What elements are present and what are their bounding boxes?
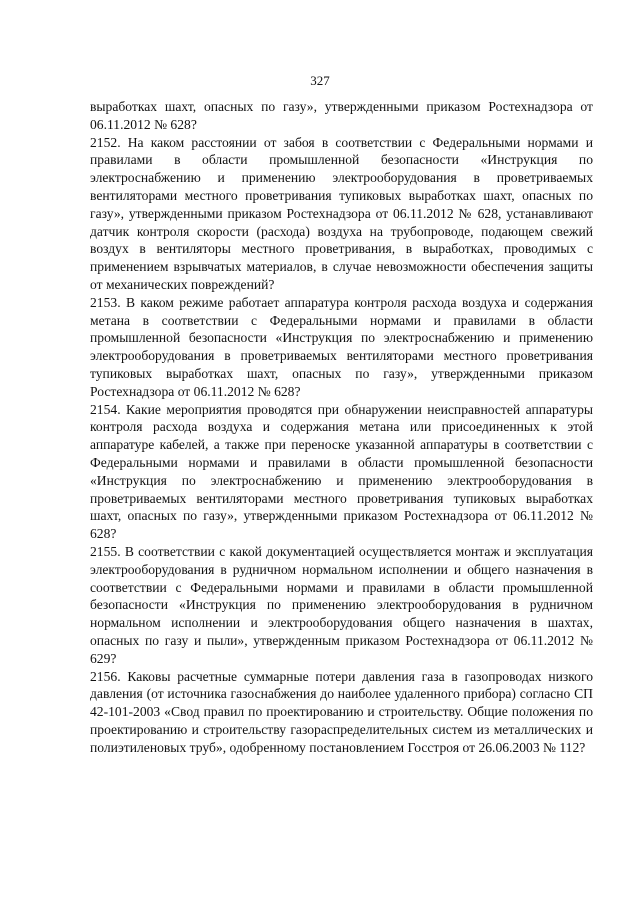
page-number: 327	[310, 73, 330, 88]
question-2153: 2153. В каком режиме работает аппаратура контроля расхода воздуха и содержания метана в соответствии с Федеральными нормами и правилами в области промышленной безопасности «Инструкция по электроснабжению и применению электрооборудования в проветриваемых вентиляторами местного проветривания тупиковых выработках шахт, опасных по газу», утвержденными приказом Ростехнадзора от 06.11.2012 № 628?	[90, 294, 593, 399]
question-2152: 2152. На каком расстоянии от забоя в соответствии с Федеральными нормами и правилами в области промышленной безопасности «Инструкция по электроснабжению и применению электрооборудования в проветриваемых вентиляторами местного проветривания тупиковых выработках шахт, опасных по газу», утвержденными приказом Ростехнадзора от 06.11.2012 № 628, устанавливают датчик контроля скорости (расхода) воздуха на трубопроводе, подающем свежий воздух в вентиляторы местного проветривания, в выработках, проводимых с применением взрывчатых материалов, в случае невозможности обеспечения защиты от механических повреждений?	[90, 134, 593, 292]
paragraph-continuation: выработках шахт, опасных по газу», утвержденными приказом Ростехнадзора от 06.11.2012 № 628?	[90, 99, 593, 132]
question-2155: 2155. В соответствии с какой документацией осуществляется монтаж и эксплуатация электрооборудования в рудничном нормальном исполнении и общего назначения в соответствии с Федеральными нормами и правилами в области промышленной безопасности «Инструкция по применению электрооборудования в рудничном нормальном исполнении и электрооборудования общего назначения в шахтах, опасных по газу и пыли», утвержденным приказом Ростехнадзора от 06.11.2012 № 629?	[90, 543, 593, 666]
question-2156: 2156. Каковы расчетные суммарные потери давления газа в газопроводах низкого давления (от источника газоснабжения до наиболее удаленного прибора) согласно СП 42-101-2003 «Свод правил по проектированию и строительству. Общие положения по проектированию и строительству газораспределительных систем из металлических и полиэтиленовых труб», одобренному постановлением Госстроя от 26.06.2003 № 112?	[90, 668, 593, 755]
page-content	[90, 98, 593, 756]
question-2154: 2154. Какие мероприятия проводятся при обнаружении неисправностей аппаратуры контроля расхода воздуха и содержания метана или присоединенных к этой аппаратуре кабелей, а также при переноске указанной аппаратуры в соответствии с Федеральными нормами и правилами в области промышленной безопасности «Инструкция по электроснабжению и применению электрооборудования в проветриваемых вентиляторами местного проветривания тупиковых выработках шахт, опасных по газу», утвержденными приказом Ростехнадзора от 06.11.2012 № 628?	[90, 401, 593, 542]
